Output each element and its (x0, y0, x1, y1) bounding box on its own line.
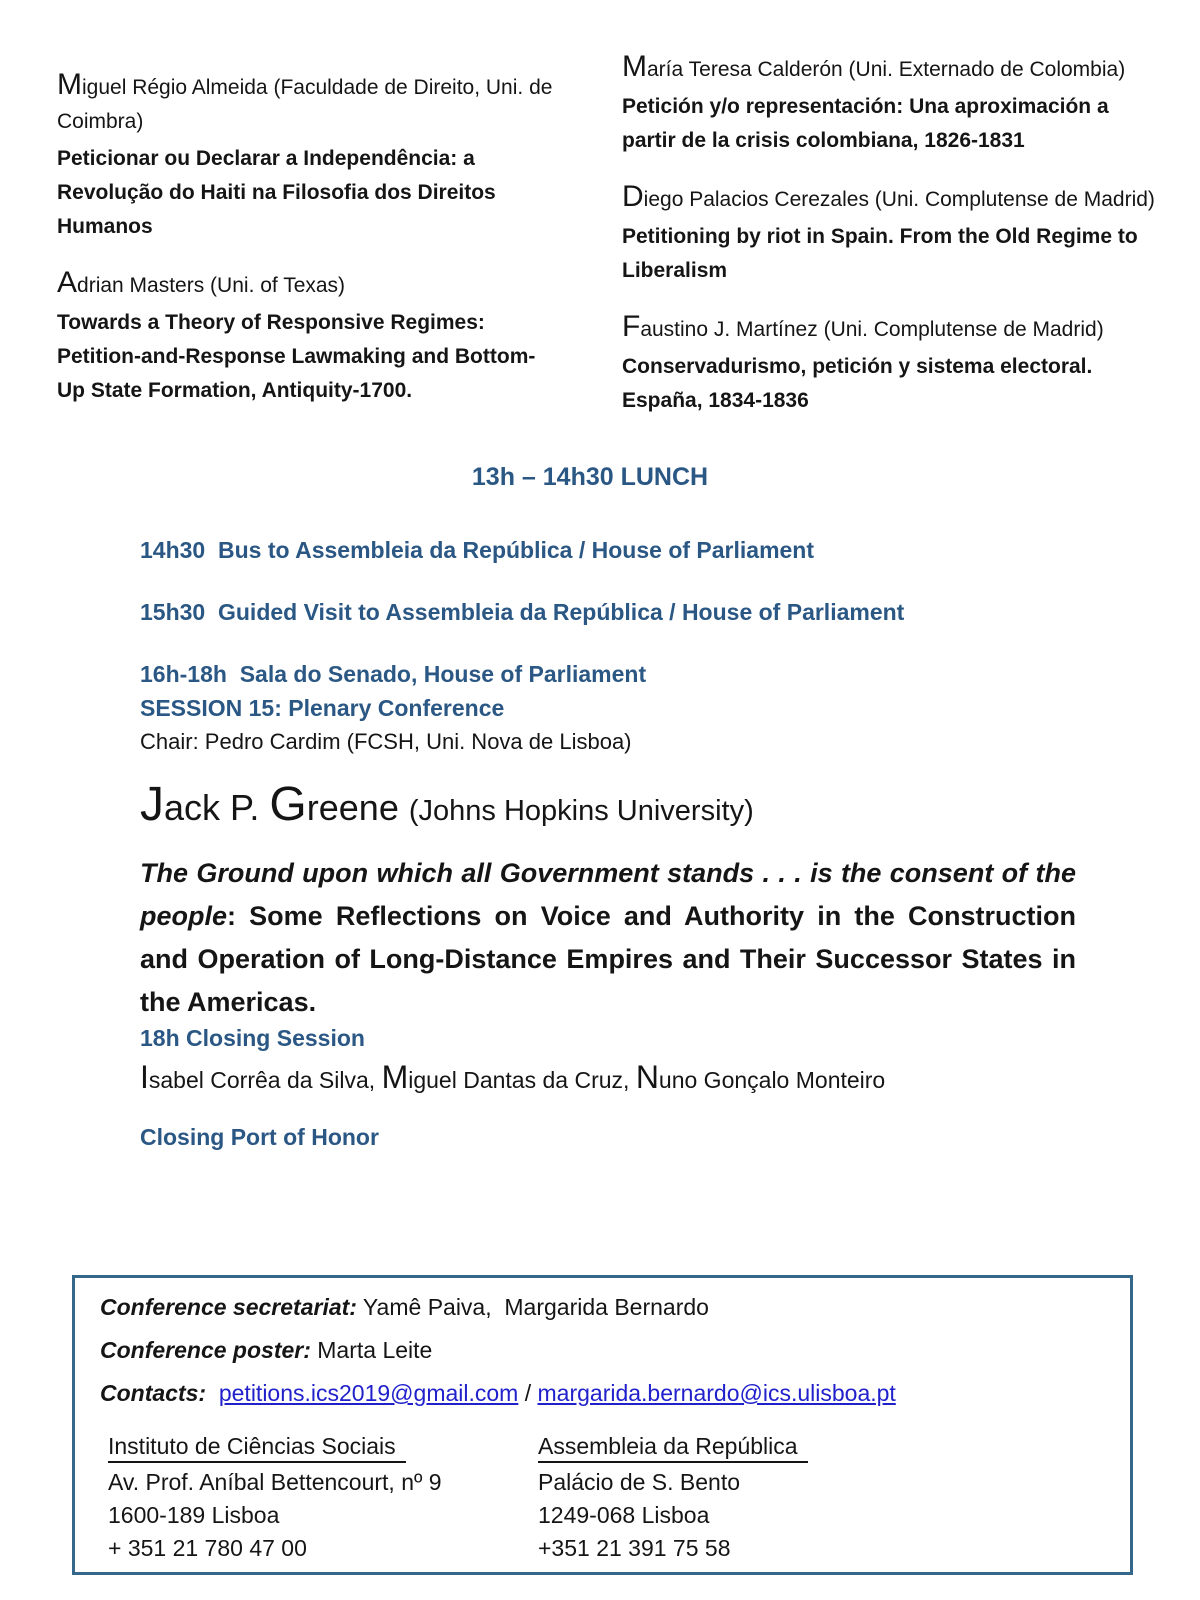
keynote-affiliation: (Johns Hopkins University) (408, 795, 754, 827)
closing-name-rest: sabel Corrêa da Silva, (148, 1067, 376, 1093)
session-15-chair: Chair: Pedro Cardim (FCSH, Uni. Nova de Lisboa) (140, 729, 632, 754)
address-assembleia-name: Assembleia da República (538, 1431, 808, 1463)
schedule-item-bus: 14h30 Bus to Assembleia da República / House of Parliament (140, 537, 815, 563)
address-phone: +351 21 391 75 58 (538, 1535, 731, 1561)
email-link-petitions[interactable]: petitions.ics2019@gmail.com (218, 1380, 519, 1406)
address-instituto-name: Instituto de Ciências Sociais (108, 1431, 406, 1463)
schedule-item-sala-do-senado: 16h-18h Sala do Senado, House of Parliament (140, 661, 647, 687)
lunch-heading: 13h – 14h30 LUNCH (471, 463, 709, 491)
closing-session-heading: 18h Closing Session (140, 1025, 365, 1051)
closing-name-initial: I (140, 1059, 149, 1095)
paper-title: Petitioning by riot in Spain. From the Old Regime to Liberalism (622, 225, 1138, 282)
speaker-name (622, 182, 1157, 217)
contacts-label: Contacts: (100, 1380, 207, 1406)
speaker-name (57, 70, 562, 139)
address-line: Av. Prof. Aníbal Bettencourt, nº 9 (108, 1469, 442, 1495)
paper-title: Towards a Theory of Responsive Regimes: Petition-and-Response Lawmaking and Bottom-Up State Formation, Antiquity-1700. (57, 311, 536, 402)
address-line: 1600-189 Lisboa (108, 1502, 280, 1528)
contacts-line (100, 1378, 1110, 1408)
papers-column-right (622, 52, 1157, 418)
paper-entry (622, 52, 1157, 158)
speaker-initial: A (57, 266, 78, 299)
secretariat-value: Yamê Paiva, Margarida Bernardo (356, 1294, 709, 1320)
closing-name-rest: iguel Dantas da Cruz, (408, 1067, 630, 1093)
paper-entry (57, 70, 562, 244)
address-line: 1249-068 Lisboa (538, 1502, 710, 1528)
keynote-title-rest: : Some Reflections on Voice and Authority in the Construction and Operation of Long-Distance Empires and Their Successor States in the Americas. (140, 901, 1076, 1017)
keynote-last-rest: reene (306, 787, 399, 828)
papers-column-left (57, 52, 562, 418)
closing-name-initial: N (635, 1059, 659, 1095)
email-link-margarida[interactable]: margarida.bernardo@ics.ulisboa.pt (537, 1380, 896, 1406)
keynote-last-initial: G (269, 778, 307, 831)
speaker-rest: aría Teresa Calderón (Uni. Externado de Colombia) (647, 58, 1126, 81)
secretariat-label: Conference secretariat: (100, 1294, 357, 1320)
keynote-title (140, 852, 1076, 1024)
speaker-name (622, 52, 1157, 87)
addresses (100, 1430, 1110, 1565)
paper-title: Conservadurismo, petición y sistema electoral. España, 1834-1836 (622, 355, 1093, 412)
closing-port-heading: Closing Port of Honor (140, 1124, 379, 1150)
paper-entry (57, 268, 562, 408)
secretariat-line (100, 1292, 1110, 1322)
speaker-rest: austino J. Martínez (Uni. Complutense de Madrid) (640, 318, 1104, 341)
papers-columns (57, 52, 1157, 418)
poster-label: Conference poster: (100, 1337, 311, 1363)
address-phone: + 351 21 780 47 00 (108, 1535, 307, 1561)
speaker-name (57, 268, 562, 303)
paper-title: Peticionar ou Declarar a Independência: a Revolução do Haiti na Filosofia dos Direitos Humanos (57, 147, 496, 238)
paper-entry (622, 182, 1157, 288)
contact-info-box (72, 1275, 1133, 1575)
keynote-first-initial: J (140, 778, 164, 831)
spacer (206, 1380, 219, 1406)
speaker-initial: M (622, 50, 647, 83)
email-separator: / (518, 1380, 538, 1406)
speaker-name (622, 312, 1157, 347)
schedule-item-guided-visit: 15h30 Guided Visit to Assembleia da República / House of Parliament (140, 599, 905, 625)
speaker-initial: F (622, 310, 641, 343)
closing-session-names (140, 1061, 885, 1098)
paper-title: Petición y/o representación: Una aproximación a partir de la crisis colombiana, 1826-1831 (622, 95, 1109, 152)
speaker-rest: iguel Régio Almeida (Faculdade de Direito, Uni. de Coimbra) (57, 76, 553, 133)
address-assembleia (538, 1430, 808, 1565)
paper-entry (622, 312, 1157, 418)
speaker-initial: M (57, 68, 82, 101)
speaker-initial: D (622, 180, 644, 213)
closing-name-initial: M (381, 1059, 409, 1095)
poster-line (100, 1335, 1110, 1365)
address-instituto (108, 1430, 538, 1565)
closing-name-rest: uno Gonçalo Monteiro (658, 1067, 886, 1093)
keynote-speaker-line (140, 778, 754, 834)
keynote-first-rest: ack P. (164, 787, 260, 828)
speaker-rest: iego Palacios Cerezales (Uni. Complutense de Madrid) (643, 188, 1155, 211)
keynote-title-italic: The Ground upon which all Government stands . . . is the consent of the people (140, 858, 1076, 931)
speaker-rest: drian Masters (Uni. of Texas) (77, 274, 346, 297)
poster-value: Marta Leite (310, 1337, 433, 1363)
session-15-title: SESSION 15: Plenary Conference (140, 695, 505, 721)
address-line: Palácio de S. Bento (538, 1469, 741, 1495)
afternoon-schedule (140, 533, 904, 758)
